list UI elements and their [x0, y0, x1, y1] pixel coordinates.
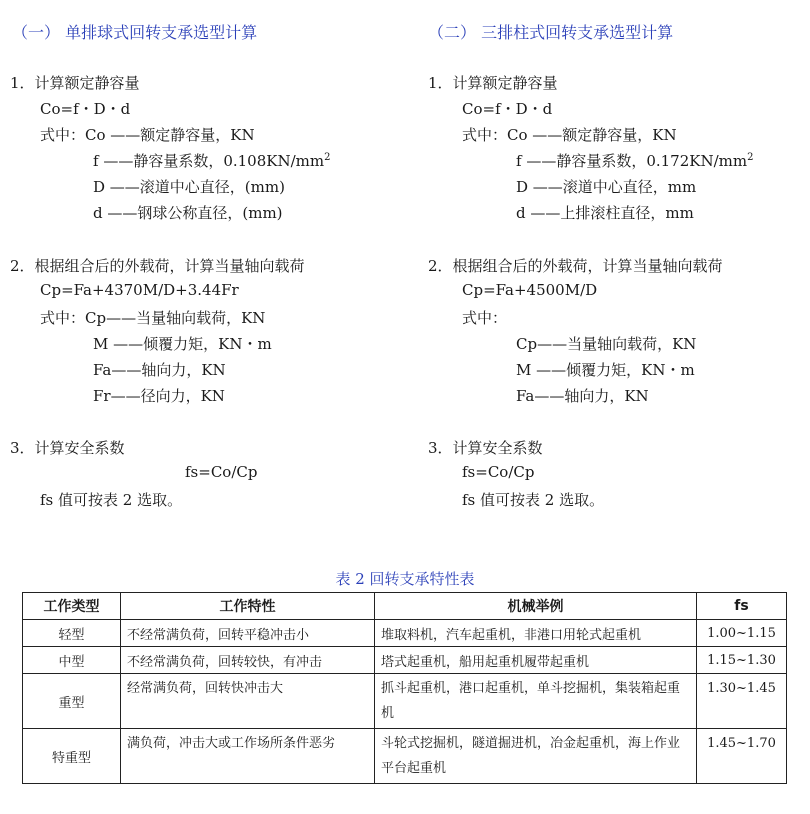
right-step2-where: 式中： — [462, 309, 508, 327]
table-row — [23, 620, 787, 647]
left-step1-f-text: f ——静容量系数，0.108KN/mm — [93, 152, 325, 170]
left-step1-d: d ——钢球公称直径，(mm) — [93, 204, 283, 222]
right-step2-M: M ——倾覆力矩，KN・m — [516, 361, 695, 379]
cell-characteristics: 不经常满负荷，回转平稳冲击小 — [121, 620, 375, 647]
left-step2-M: M ——倾覆力矩，KN・m — [93, 335, 272, 353]
right-step1-f-sup: 2 — [747, 152, 754, 163]
right-step3-heading: 3．计算安全系数 — [428, 439, 543, 457]
left-step1-f-sup: 2 — [324, 152, 331, 163]
right-step1-d: d ——上排滚柱直径，mm — [516, 204, 694, 222]
left-step1-heading: 1．计算额定静容量 — [10, 74, 140, 92]
header-work-characteristics: 工作特性 — [121, 593, 375, 620]
left-section-title: （一） 单排球式回转支承选型计算 — [12, 23, 258, 42]
left-step3-heading: 3．计算安全系数 — [10, 439, 125, 457]
cell-fs: 1.45~1.70 — [697, 729, 787, 784]
cell-characteristics: 不经常满负荷，回转较快，有冲击 — [121, 647, 375, 674]
left-step2-formula: Cp=Fa+4370M/D+3.44Fr — [40, 281, 239, 299]
right-step2-heading: 2．根据组合后的外载荷，计算当量轴向载荷 — [428, 257, 723, 275]
right-step1-D: D ——滚道中心直径，mm — [516, 178, 697, 196]
right-step1-where-co: 式中：Co ——额定静容量，KN — [462, 126, 677, 144]
cell-examples: 塔式起重机，船用起重机履带起重机 — [375, 647, 697, 674]
left-step1-formula: Co=f・D・d — [40, 100, 131, 118]
cell-type: 特重型 — [23, 729, 121, 784]
left-step2-Fa: Fa——轴向力，KN — [93, 361, 226, 379]
right-step2-Fa: Fa——轴向力，KN — [516, 387, 649, 405]
bearing-characteristics-table — [22, 592, 787, 784]
cell-characteristics: 经常满负荷，回转快冲击大 — [121, 674, 375, 729]
left-step1-f — [93, 150, 330, 171]
table-row — [23, 647, 787, 674]
cell-type: 轻型 — [23, 620, 121, 647]
left-step2-Fr: Fr——径向力，KN — [93, 387, 225, 405]
left-step3-formula: fs=Co/Cp — [185, 463, 258, 481]
cell-fs: 1.30~1.45 — [697, 674, 787, 729]
cell-type: 重型 — [23, 674, 121, 729]
left-step1-D: D ——滚道中心直径，(mm) — [93, 178, 285, 196]
cell-type: 中型 — [23, 647, 121, 674]
header-work-type: 工作类型 — [23, 593, 121, 620]
cell-examples: 堆取料机，汽车起重机，非港口用轮式起重机 — [375, 620, 697, 647]
right-step1-formula: Co=f・D・d — [462, 100, 553, 118]
header-fs: fs — [697, 593, 787, 620]
table-caption: 表 2 回转支承特性表 — [335, 570, 475, 588]
right-step1-f-text: f ——静容量系数，0.172KN/mm — [516, 152, 748, 170]
right-step1-heading: 1．计算额定静容量 — [428, 74, 558, 92]
right-step2-formula: Cp=Fa+4500M/D — [462, 281, 598, 299]
cell-characteristics: 满负荷，冲击大或工作场所条件恶劣 — [121, 729, 375, 784]
right-step2-Cp: Cp——当量轴向载荷，KN — [516, 335, 697, 353]
cell-examples: 斗轮式挖掘机，隧道掘进机，冶金起重机，海上作业平台起重机 — [375, 729, 697, 784]
left-step2-where-cp: 式中：Cp——当量轴向载荷，KN — [40, 309, 266, 327]
left-step2-heading: 2．根据组合后的外载荷，计算当量轴向载荷 — [10, 257, 305, 275]
cell-fs: 1.00~1.15 — [697, 620, 787, 647]
table-row — [23, 674, 787, 729]
right-step3-formula: fs=Co/Cp — [462, 463, 535, 481]
right-step1-f — [516, 150, 753, 171]
table-header-row — [23, 593, 787, 620]
table-row — [23, 729, 787, 784]
header-machine-examples: 机械举例 — [375, 593, 697, 620]
cell-fs: 1.15~1.30 — [697, 647, 787, 674]
left-step3-note: fs 值可按表 2 选取。 — [40, 491, 183, 509]
right-section-title: （二） 三排柱式回转支承选型计算 — [428, 23, 674, 42]
left-step1-where-co: 式中：Co ——额定静容量，KN — [40, 126, 255, 144]
right-step3-note: fs 值可按表 2 选取。 — [462, 491, 605, 509]
cell-examples: 抓斗起重机，港口起重机，单斗挖掘机，集装箱起重机 — [375, 674, 697, 729]
